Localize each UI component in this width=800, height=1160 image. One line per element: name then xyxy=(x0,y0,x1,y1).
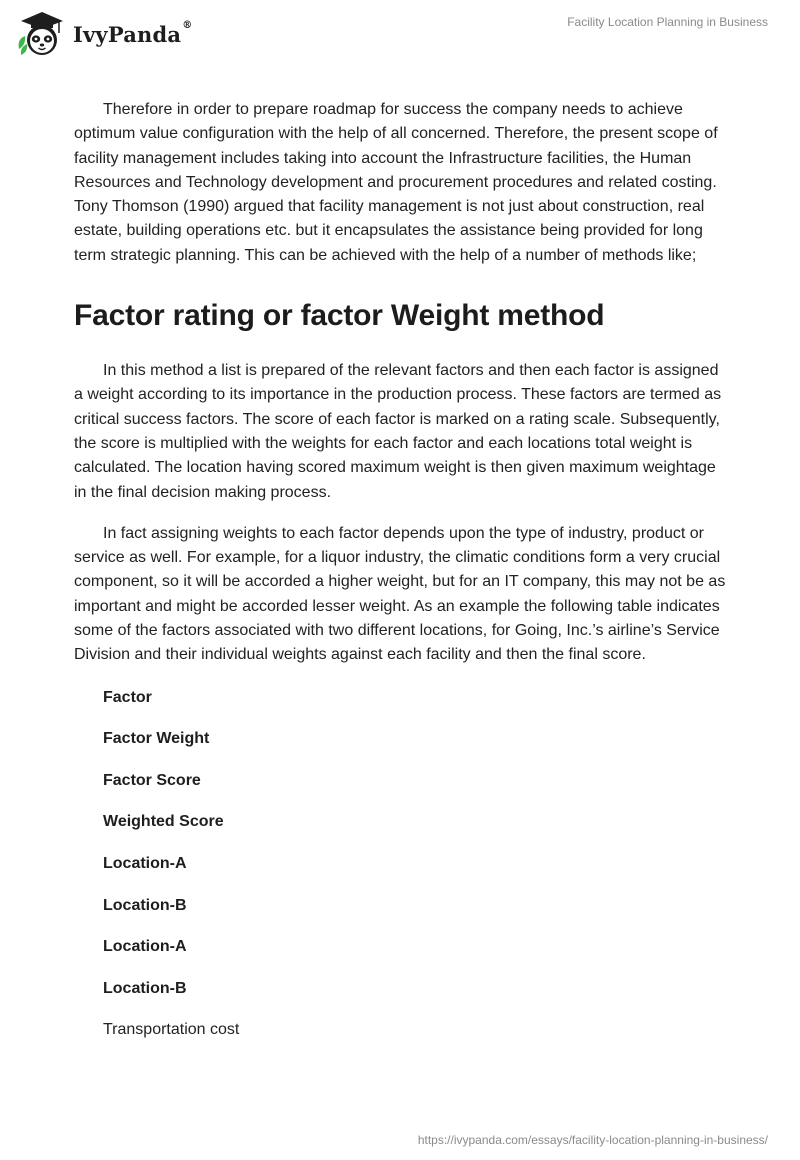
factor-table-list xyxy=(103,686,726,1043)
page-header xyxy=(0,0,800,70)
section-heading: Factor rating or factor Weight method xyxy=(74,299,605,333)
table-cell: Factor Weight xyxy=(103,730,210,748)
paragraph-weights: In fact assigning weights to each factor depends upon the type of industry, product or service as well. For example, for a liquor industry, the climatic conditions form a very crucial component, so it will be accorded a higher weight, but for an IT company, this may not be as important and might be accorded lesser weight. As an example the following table indicates some of the factors associated with two different locations, for Going, Inc.’s airline’s Service Division and their individual weights against each facility and then the final score. xyxy=(74,524,726,664)
table-cell: Location-A xyxy=(103,855,187,873)
table-cell: Location-B xyxy=(103,896,187,914)
table-cell: Transportation cost xyxy=(103,1021,240,1039)
brand-name: IvyPanda® xyxy=(73,19,193,47)
ivypanda-logo[interactable] xyxy=(15,9,192,59)
paragraph-method: In this method a list is prepared of the relevant factors and then each factor is assigned a weight according to its importance in the production process. These factors are termed as critical success factors. The score of each factor is marked on a rating scale. Subsequently, the score is multiplied with the weights for each factor and each locations total weight is calculated. The location having scored maximum weight is then given maximum weightage in the final decision making process. xyxy=(74,362,722,501)
article-body xyxy=(74,70,726,1060)
document-title: Facility Location Planning in Business xyxy=(567,15,768,29)
table-cell: Factor Score xyxy=(103,771,201,789)
table-cell: Factor xyxy=(103,688,152,706)
panda-graduate-icon xyxy=(15,9,69,59)
table-cell: Location-B xyxy=(103,979,187,997)
table-cell: Location-A xyxy=(103,938,187,956)
table-cell: Weighted Score xyxy=(103,813,224,831)
source-url[interactable]: https://ivypanda.com/essays/facility-location-planning-in-business/ xyxy=(417,1133,768,1147)
paragraph-intro: Therefore in order to prepare roadmap for success the company needs to achieve optimum value configuration with the help of all concerned. Therefore, the present scope of facility management includes taking into account the Infrastructure facilities, the Human Resources and Technology development and procurement procedures and related costing. Tony Thomson (1990) argued that facility management is not just about construction, real estate, building operations etc. but it encapsulates the assistance being provided for long term strategic planning. This can be achieved with the help of a number of methods like; xyxy=(74,101,718,264)
